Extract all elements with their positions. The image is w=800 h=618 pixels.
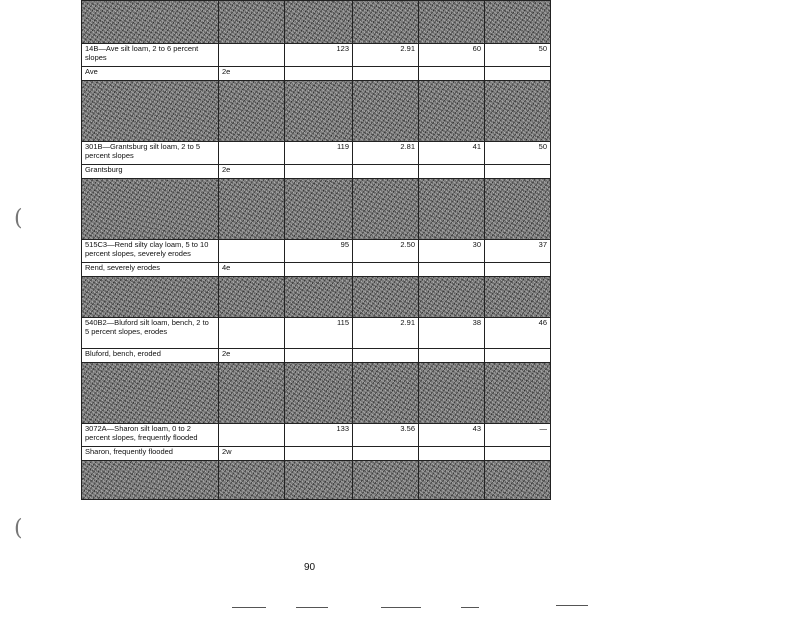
value-cell: 38: [419, 318, 485, 349]
table-row: [82, 240, 551, 263]
table-row: [82, 424, 551, 447]
scan-mark: [556, 605, 588, 606]
shaded-row: [82, 81, 551, 142]
value-cell: —: [485, 424, 551, 447]
value-cell: 37: [485, 240, 551, 263]
scan-mark: [381, 607, 421, 608]
table-row: [82, 318, 551, 349]
scan-mark: [296, 607, 328, 608]
value-cell: 2.50: [353, 240, 419, 263]
map-unit-cell: 301B—Grantsburg silt loam, 2 to 5 percent slopes: [82, 142, 219, 165]
map-unit-cell: 14B—Ave silt loam, 2 to 6 percent slopes: [82, 44, 219, 67]
table-row: [82, 44, 551, 67]
soil-yield-table: [81, 0, 551, 500]
class-cell: 2w: [219, 447, 285, 461]
shaded-row: [82, 363, 551, 424]
table-row: [82, 165, 551, 179]
component-cell: Bluford, bench, eroded: [82, 349, 219, 363]
table-row: [82, 263, 551, 277]
value-cell: 41: [419, 142, 485, 165]
scan-mark: [232, 607, 266, 608]
value-cell: 2.81: [353, 142, 419, 165]
table-row: [82, 447, 551, 461]
map-unit-cell: 3072A—Sharon silt loam, 0 to 2 percent slopes, frequently flooded: [82, 424, 219, 447]
value-cell: 50: [485, 142, 551, 165]
class-cell: 2e: [219, 67, 285, 81]
margin-mark: (: [14, 516, 23, 541]
table-row: [82, 142, 551, 165]
value-cell: 2.91: [353, 318, 419, 349]
map-unit-cell: 515C3—Rend silty clay loam, 5 to 10 percent slopes, severely erodes: [82, 240, 219, 263]
shaded-row: [82, 179, 551, 240]
component-cell: Ave: [82, 67, 219, 81]
value-cell: 119: [285, 142, 353, 165]
value-cell: 133: [285, 424, 353, 447]
value-cell: 123: [285, 44, 353, 67]
shaded-row: [82, 461, 551, 500]
page-number: 90: [304, 562, 316, 573]
value-cell: 3.56: [353, 424, 419, 447]
map-unit-cell: 540B2—Bluford silt loam, bench, 2 to 5 percent slopes, erodes: [82, 318, 219, 349]
shaded-row: [82, 277, 551, 318]
component-cell: Sharon, frequently flooded: [82, 447, 219, 461]
scan-mark: [461, 607, 479, 608]
shaded-row: [82, 1, 551, 44]
value-cell: 46: [485, 318, 551, 349]
class-cell: 2e: [219, 165, 285, 179]
table-row: [82, 349, 551, 363]
value-cell: 115: [285, 318, 353, 349]
class-cell: 4e: [219, 263, 285, 277]
value-cell: 60: [419, 44, 485, 67]
value-cell: 43: [419, 424, 485, 447]
class-cell: 2e: [219, 349, 285, 363]
value-cell: 50: [485, 44, 551, 67]
table-row: [82, 67, 551, 81]
value-cell: 95: [285, 240, 353, 263]
value-cell: 2.91: [353, 44, 419, 67]
value-cell: 30: [419, 240, 485, 263]
margin-mark: (: [14, 206, 23, 231]
component-cell: Rend, severely erodes: [82, 263, 219, 277]
component-cell: Grantsburg: [82, 165, 219, 179]
